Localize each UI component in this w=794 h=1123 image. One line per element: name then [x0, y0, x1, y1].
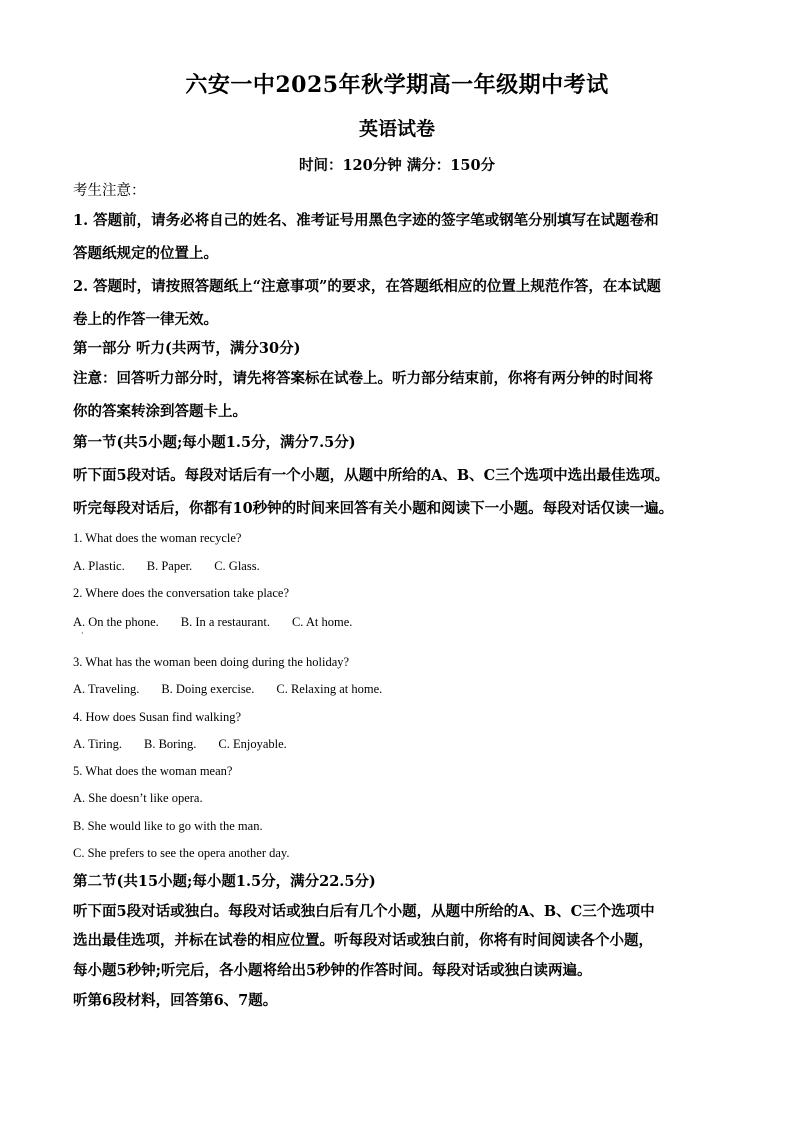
question-3-options [73, 681, 723, 697]
option-a: A. Tiring. [73, 737, 122, 751]
note-2-line-1: 2. 答题时，请按照答题纸上“注意事项”的要求，在答题纸相应的位置上规范作答，在本试题 [73, 278, 661, 295]
option-b: B. In a restaurant. [180, 615, 270, 629]
section2-instruction-line-1: 听下面5段对话或独白。每段对话或独白后有几个小题，从题中所给的A、B、C三个选项中 [73, 903, 655, 920]
option-a: A. Plastic. [73, 559, 125, 573]
section2-instruction-line-2: 选出最佳选项，并标在试卷的相应位置。听每段对话或独白前，你将有时间阅读各个小题， [73, 932, 653, 949]
option-a: A. Traveling. [73, 682, 140, 696]
question-5-option-c: C. She prefers to see the opera another day. [73, 846, 290, 860]
exam-title: 六安一中2025年秋学期高一年级期中考试 [185, 72, 609, 98]
part1-heading: 第一部分 听力(共两节，满分30分) [73, 340, 301, 357]
option-c: C. Glass. [214, 559, 260, 573]
section1-heading: 第一节(共5小题;每小题1.5分，满分7.5分) [73, 434, 356, 451]
section1-instruction-line-2: 听完每段对话后，你都有10秒钟的时间来回答有关小题和阅读下一小题。每段对话仅读一遍。 [73, 500, 674, 517]
note-1-line-2: 答题纸规定的位置上。 [73, 245, 218, 262]
note-1-line-1: 1. 答题前，请务必将自己的姓名、准考证号用黑色字迹的签字笔或钢笔分别填写在试题卷和 [73, 212, 659, 229]
option-c: C. At home. [291, 615, 353, 629]
notes-heading: 考生注意： [73, 183, 146, 199]
section2-instruction-line-3: 每小题5秒钟;听完后，各小题将给出5秒钟的作答时间。每段对话或独白读两遍。 [73, 962, 592, 979]
question-5-option-a: A. She doesn’t like opera. [73, 791, 203, 805]
exam-time-score: 时间：120分钟 满分：150分 [298, 157, 496, 174]
section2-heading: 第二节(共15小题;每小题1.5分，满分22.5分) [73, 873, 376, 890]
question-2-stem: 2. Where does the conversation take place? [73, 586, 289, 600]
option-b: B. Doing exercise. [161, 682, 255, 696]
option-b: B. Boring. [143, 737, 197, 751]
question-5-option-b: B. She would like to go with the man. [73, 819, 263, 833]
option-b: B. Paper. [146, 559, 193, 573]
part1-notice-line-2: 你的答案转涂到答题卡上。 [73, 403, 247, 420]
question-5-stem: 5. What does the woman mean? [73, 764, 233, 778]
question-4-options [73, 736, 723, 752]
part1-notice-line-1: 注意：回答听力部分时，请先将答案标在试卷上。听力部分结束前，你将有两分钟的时间将 [73, 370, 653, 387]
question-1-stem: 1. What does the woman recycle? [73, 531, 242, 545]
option-c: C. Enjoyable. [218, 737, 287, 751]
option-c: C. Relaxing at home. [276, 682, 383, 696]
question-1-options [73, 558, 723, 574]
exam-subject: 英语试卷 [358, 118, 435, 140]
question-2-options [73, 614, 723, 630]
question-4-stem: 4. How does Susan find walking? [73, 710, 242, 724]
section2-material-6: 听第6段材料，回答第6、7题。 [73, 992, 278, 1009]
question-3-stem: 3. What has the woman been doing during the holiday? [73, 655, 350, 669]
section1-instruction-line-1: 听下面5段对话。每段对话后有一个小题，从题中所给的A、B、C三个选项中选出最佳选项。 [73, 467, 670, 484]
note-2-line-2: 卷上的作答一律无效。 [73, 311, 218, 328]
stray-dot-mark: · [81, 629, 84, 638]
option-a: A. On the phone. [73, 615, 159, 629]
